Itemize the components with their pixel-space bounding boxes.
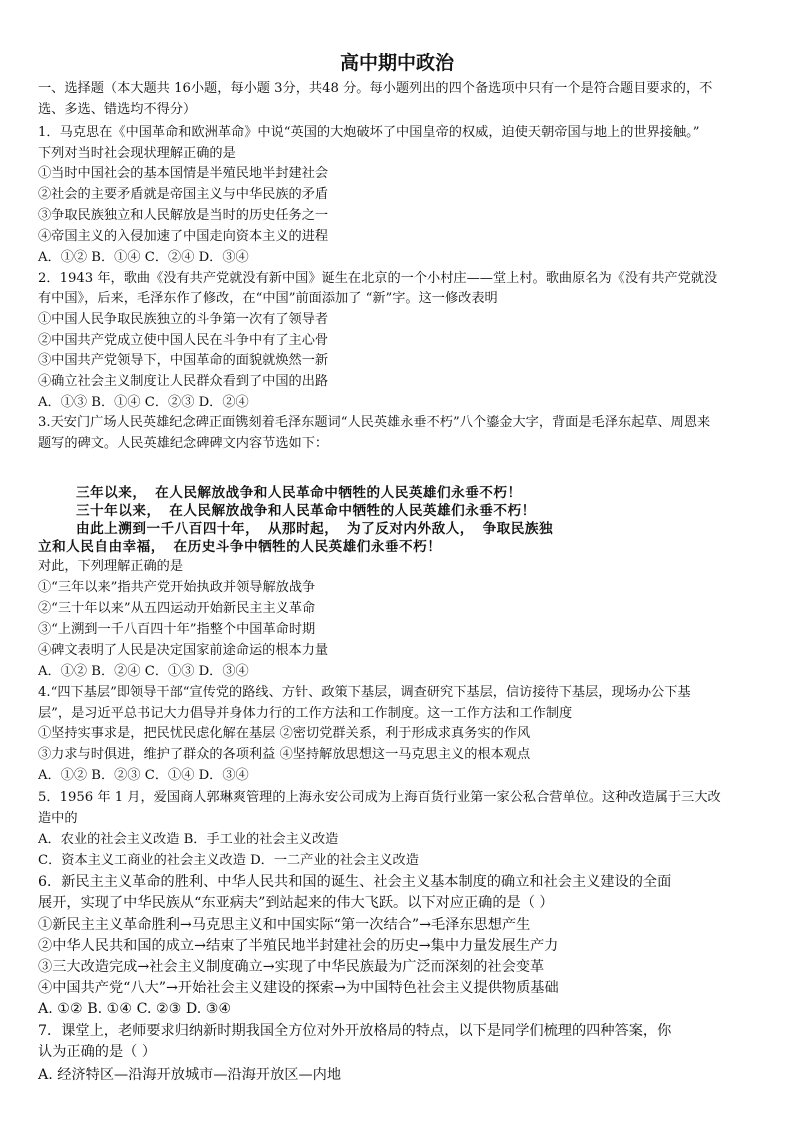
q6-option-4: ④中国共产党“八大”→开始社会主义建设的探索→为中国特色社会主义提供物质基础: [38, 980, 559, 996]
q1-option-4: ④帝国主义的入侵加速了中国走向资本主义的进程: [38, 229, 329, 244]
inscription-line-3: 由此上溯到一千八百四十年， 从那时起， 为了反对内外敌人， 争取民族独: [76, 521, 554, 537]
q4-options-1-2: ①坚持实事求是，把民忧民虑化解在基层 ②密切党群关系，利于形成求真务实的作风: [38, 726, 531, 741]
inscription-line-2: 三十年以来， 在人民解放战争和人民革命中牺牲的人民英雄们永垂不朽！: [76, 503, 536, 519]
q6-choices: A. ①② B. ①④ C. ②③ D. ③④: [38, 1001, 232, 1017]
q3-option-4: ④碑文表明了人民是决定国家前途命运的根本力量: [38, 643, 329, 658]
q1-option-3: ③争取民族独立和人民解放是当时的历史任务之一: [38, 208, 329, 223]
inscription-line-1: 三年以来， 在人民解放战争和人民革命中牺牲的人民英雄们永垂不朽！: [76, 485, 522, 501]
q6-option-1: ①新民主主义革命胜利→马克思主义和中国实际“第一次结合”→毛泽东思想产生: [38, 917, 531, 933]
q3-choices: A．①② B．②④ C．①③ D．③④: [38, 664, 249, 679]
inscription-line-4: 立和人民自由幸福， 在历史斗争中牺牲的人民英雄们永垂不朽！: [38, 539, 442, 555]
q5-stem-line-2: 造中的: [38, 811, 78, 826]
q2-option-3: ③中国共产党领导下，中国革命的面貌就焕然一新: [38, 353, 329, 368]
q5-stem-line-1: 5．1956 年 1 月，爱国商人郭琳爽管理的上海永安公司成为上海百货行业第一家公私合营单位。这种改造属于三大改: [38, 790, 721, 805]
q3-stem-line-2: 题写的碑文。人民英雄纪念碑碑文内容节选如下：: [38, 436, 329, 451]
q3-prompt: 对此，下列理解正确的是: [38, 559, 184, 574]
q3-stem-line-1: 3.天安门广场人民英雄纪念碑正面镌刻着毛泽东题词“人民英雄永垂不朽”八个鎏金大字，背面是毛泽东起草、周恩来: [38, 415, 711, 430]
q7-stem-line-1: 7．课堂上，老师要求归纳新时期我国全方位对外开放格局的特点，以下是同学们梳理的四种答案，你: [38, 1023, 672, 1039]
q1-stem-line-2: 下列对当时社会现状理解正确的是: [38, 146, 236, 161]
q1-stem-line-1: 1．马克思在《中国革命和欧洲革命》中说“英国的大炮破坏了中国皇帝的权威，迫使天朝帝国与地上的世界接触。”: [38, 125, 700, 140]
q4-stem-line-1: 4.“四下基层”即领导干部“宣传党的路线、方针、政策下基层，调查研究下基层，信访接待下基层，现场办公下基: [38, 685, 691, 700]
q3-option-2: ②“三十年以来”从五四运动开始新民主主义革命: [38, 601, 316, 616]
section-header-line-2: 选、多选、错选均不得分）: [38, 102, 197, 117]
q3-option-1: ①“三年以来”指共产党开始执政并领导解放战争: [38, 580, 316, 595]
q2-choices: A．①③ B．①④ C．②③ D．②④: [38, 395, 249, 410]
q6-stem-line-2: 展开，实现了中华民族从“东亚病夫”到站起来的伟大飞跃。以下对应正确的是（ ）: [38, 895, 554, 911]
q2-stem-line-2: 有中国》，后来，毛泽东作了修改，在“中国”前面添加了 “新”字。这一修改表明: [38, 291, 498, 306]
q4-stem-line-2: 层”，是习近平总书记大力倡导并身体力行的工作方法和工作制度。这一工作方法和工作制度: [38, 706, 573, 721]
page-title: 高中期中政治: [339, 52, 454, 74]
q7-option-a: A. 经济特区—沿海开放城市—沿海开放区—内地: [38, 1067, 342, 1083]
q2-stem-line-1: 2．1943 年，歌曲《没有共产党就没有新中国》诞生在北京的一个小村庄——堂上村。歌曲原名为《没有共产党就没: [38, 271, 718, 286]
section-header-line-1: 一、选择题（本大题共 16小题，每小题 3分，共48 分。每小题列出的四个备选项中只有一个是符合题目要求的，不: [38, 81, 713, 96]
q3-option-3: ③“上溯到一千八百四十年”指整个中国革命时期: [38, 622, 316, 637]
q2-option-1: ①中国人民争取民族独立的斗争第一次有了领导者: [38, 312, 329, 327]
q4-options-3-4: ③力求与时俱进，维护了群众的各项利益 ④坚持解放思想这一马克思主义的根本观点: [38, 747, 531, 762]
q5-options-c-d: C．资本主义工商业的社会主义改造 D．一二产业的社会主义改造: [38, 853, 419, 868]
q6-option-2: ②中华人民共和国的成立→结束了半殖民地半封建社会的历史→集中力量发展生产力: [38, 938, 559, 954]
q1-option-2: ②社会的主要矛盾就是帝国主义与中华民族的矛盾: [38, 187, 329, 202]
q2-option-2: ②中国共产党成立使中国人民在斗争中有了主心骨: [38, 333, 329, 348]
q1-option-1: ①当时中国社会的基本国情是半殖民地半封建社会: [38, 166, 329, 181]
q6-option-3: ③三大改造完成→社会主义制度确立→实现了中华民族最为广泛而深刻的社会变革: [38, 959, 545, 975]
q7-stem-line-2: 认为正确的是（ ）: [38, 1044, 157, 1060]
q5-options-a-b: A．农业的社会主义改造 B．手工业的社会主义改造: [38, 832, 339, 847]
q1-choices: A．①② B．①④ C．②④ D．③④: [38, 250, 249, 265]
q6-stem-line-1: 6．新民主主义革命的胜利、中华人民共和国的诞生、社会主义基本制度的确立和社会主义建设的全面: [38, 874, 672, 890]
q2-option-4: ④确立社会主义制度让人民群众看到了中国的出路: [38, 374, 329, 389]
q4-choices: A．①② B．②③ C．①④ D．③④: [38, 768, 249, 783]
